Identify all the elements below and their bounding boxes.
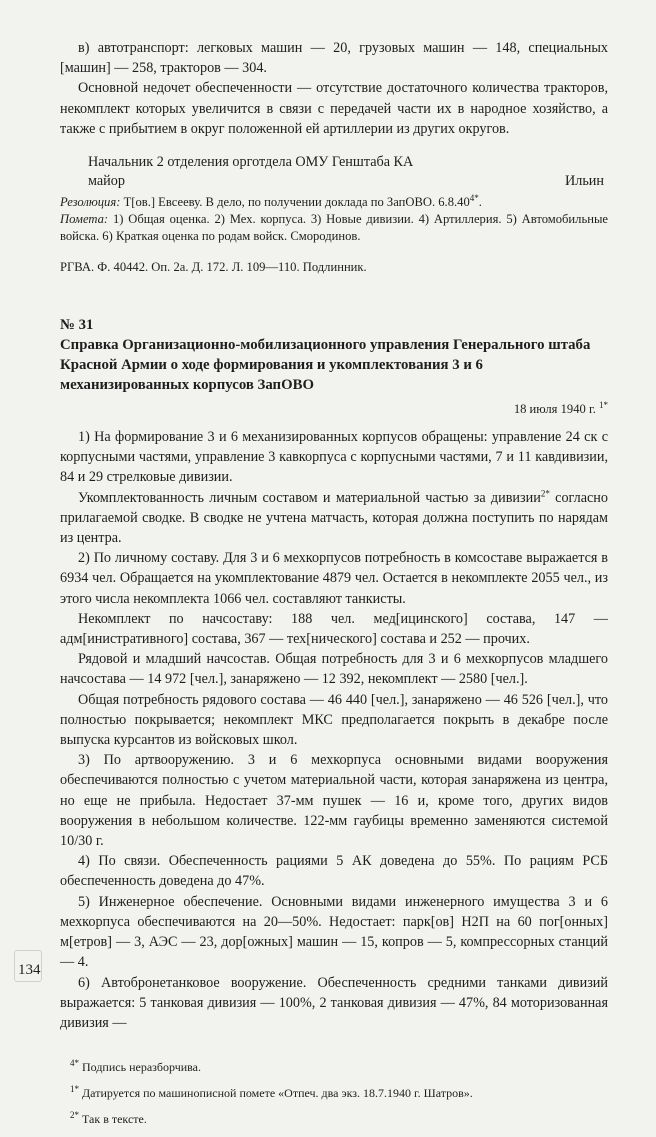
- note-text: 1) Общая оценка. 2) Мех. корпуса. 3) Новые дивизии. 4) Артиллерия. 5) Автомобильные войска. 6) Краткая оценка по родам войск. Смородинов.: [60, 212, 608, 244]
- archive-reference: РГВА. Ф. 40442. Оп. 2а. Д. 172. Л. 109—110. Подлинник.: [60, 260, 367, 275]
- paragraph-staffing-text-end: согласно прилагаемой сводке. В сводке не учтена матчасть, которая должна поступить по нарядам из центра.: [60, 489, 608, 547]
- paragraph-rank-and-file: Общая потребность рядового состава — 46 440 [чел.], занаряжено — 46 526 [чел.], что полностью покрывается; некомплект МКС предполагается покрыть в декабре после выпуска курсантов из войсковых школ.: [60, 691, 608, 749]
- document-date-text: 18 июля 1940 г.: [513, 402, 596, 417]
- staffing-footnote-mark: 2*: [540, 487, 550, 498]
- paragraph-staffing: [60, 488, 608, 549]
- footnote-2: [60, 1085, 608, 1101]
- footnote-2-text: Датируется по машинописной помете «Отпеч. два экз. 18.7.1940 г. Шатров».: [82, 1086, 473, 1101]
- paragraph-4: 4) По связи. Обеспеченность рациями 5 АК доведена до 55%. По рациям РСБ обеспеченность доведена до 47%.: [60, 853, 608, 890]
- document-date: [60, 401, 608, 417]
- paragraph-2: 2) По личному составу. Для 3 и 6 мехкорпусов потребность в комсоставе выражается в 6934 чел. Обращается на укомплектование 4879 чел. Остается в некомплекте 2055 чел., из этого числа некомплекта 1066 чел. составляют танкисты.: [60, 550, 608, 607]
- document-title: Справка Организационно-мобилизационного управления Генерального штаба Красной Армии о ходе формирования и укомплектования 3 и 6 механизированных корпусов ЗапОВО: [60, 337, 591, 394]
- resolution: [60, 194, 608, 211]
- note-label: Помета:: [60, 212, 109, 227]
- resolution-end: .: [478, 195, 482, 210]
- footnote-3-text: Так в тексте.: [82, 1112, 147, 1127]
- footnotes: [60, 1059, 608, 1127]
- signature-rank-row: [60, 172, 608, 191]
- footnote-1-text: Подпись неразборчива.: [82, 1060, 201, 1075]
- paragraph-5: 5) Инженерное обеспечение. Основными видами инженерного имущества 3 и 6 мехкорпуса обеспечиваются на 20—50%. Недостает: парк[ов] Н2П на 60 пог[онных] м[етров] — 3, АЭС — 23, дор[ожных] машин — 15, копров — 5, компрессорных станций — 4.: [60, 893, 608, 971]
- resolution-footnote-mark: 4*: [469, 192, 479, 203]
- signature-rank: майор: [88, 173, 125, 190]
- note: [60, 211, 608, 245]
- paragraph-junior-staff: Рядовой и младший начсостав. Общая потребность для 3 и 6 мехкорпусов младшего начсостава — 14 972 [чел.], занаряжено — 12 392, некомплект — 2580 [чел.].: [60, 651, 608, 688]
- date-footnote-mark: 1*: [599, 399, 608, 410]
- paragraph-staffing-text: Укомплектованность личным составом и материальной частью за дивизии: [78, 489, 541, 506]
- footnote-2-mark: 1*: [70, 1084, 79, 1095]
- resolution-text: Т[ов.] Евсееву. В дело, по получении доклада по ЗапОВО. 6.8.40: [123, 195, 470, 210]
- paragraph-3: 3) По артвооружению. 3 и 6 мехкорпуса основными видами вооружения обеспечиваются полностью с учетом материальной части, которая занаряжена из центра, но еще не прибыла. Недостает 37-мм пушек — 16 и, кроме того, других видов вооружения в небольшом количестве. 122-мм гаубицы временно заменяются системой 10/30 г.: [60, 752, 608, 850]
- signature-block: [60, 153, 608, 191]
- signature-position: [60, 153, 608, 172]
- footnote-3: [60, 1111, 608, 1127]
- document-number: № 31: [60, 317, 94, 334]
- signature-title: Начальник 2 отделения орготдела ОМУ Генштаба КА: [88, 154, 414, 171]
- footnote-1: [60, 1059, 608, 1075]
- document-page: [60, 38, 608, 1137]
- signature-name: Ильин: [565, 173, 604, 190]
- page-number: 134: [18, 962, 41, 978]
- paragraph-main-shortcoming: Основной недочет обеспеченности — отсутствие достаточного количества тракторов, некомплект которых увеличится в связи с передачей части их в народное хозяйство, а также с прибытием в округ положенной ей артиллерии из других округов.: [60, 80, 608, 137]
- paragraph-1: 1) На формирование 3 и 6 механизированных корпусов обращены: управление 24 ск с корпусными частями, управление 3 кавкорпуса с корпусными частями, 7 и 11 кавдивизии, 84 и 29 стрелковые дивизии.: [60, 429, 608, 486]
- footnote-1-mark: 4*: [70, 1058, 79, 1069]
- footnote-3-mark: 2*: [70, 1110, 79, 1121]
- paragraph-autotransport: в) автотранспорт: легковых машин — 20, грузовых машин — 148, специальных [машин] — 258, тракторов — 304.: [60, 40, 608, 77]
- paragraph-command-shortage: Некомплект по начсоставу: 188 чел. мед[ицинского] состава, 147 —адм[инистративного] состава, 367 — тех[нического] состава и 252 — прочих.: [60, 610, 608, 648]
- paragraph-6: 6) Автобронетанковое вооружение. Обеспеченность средними танками дивизий выражается: 5 танковая дивизия — 100%, 2 танковая дивизия — 47%, 84 моторизованная дивизия —: [60, 974, 608, 1031]
- resolution-label: Резолюция:: [60, 195, 121, 210]
